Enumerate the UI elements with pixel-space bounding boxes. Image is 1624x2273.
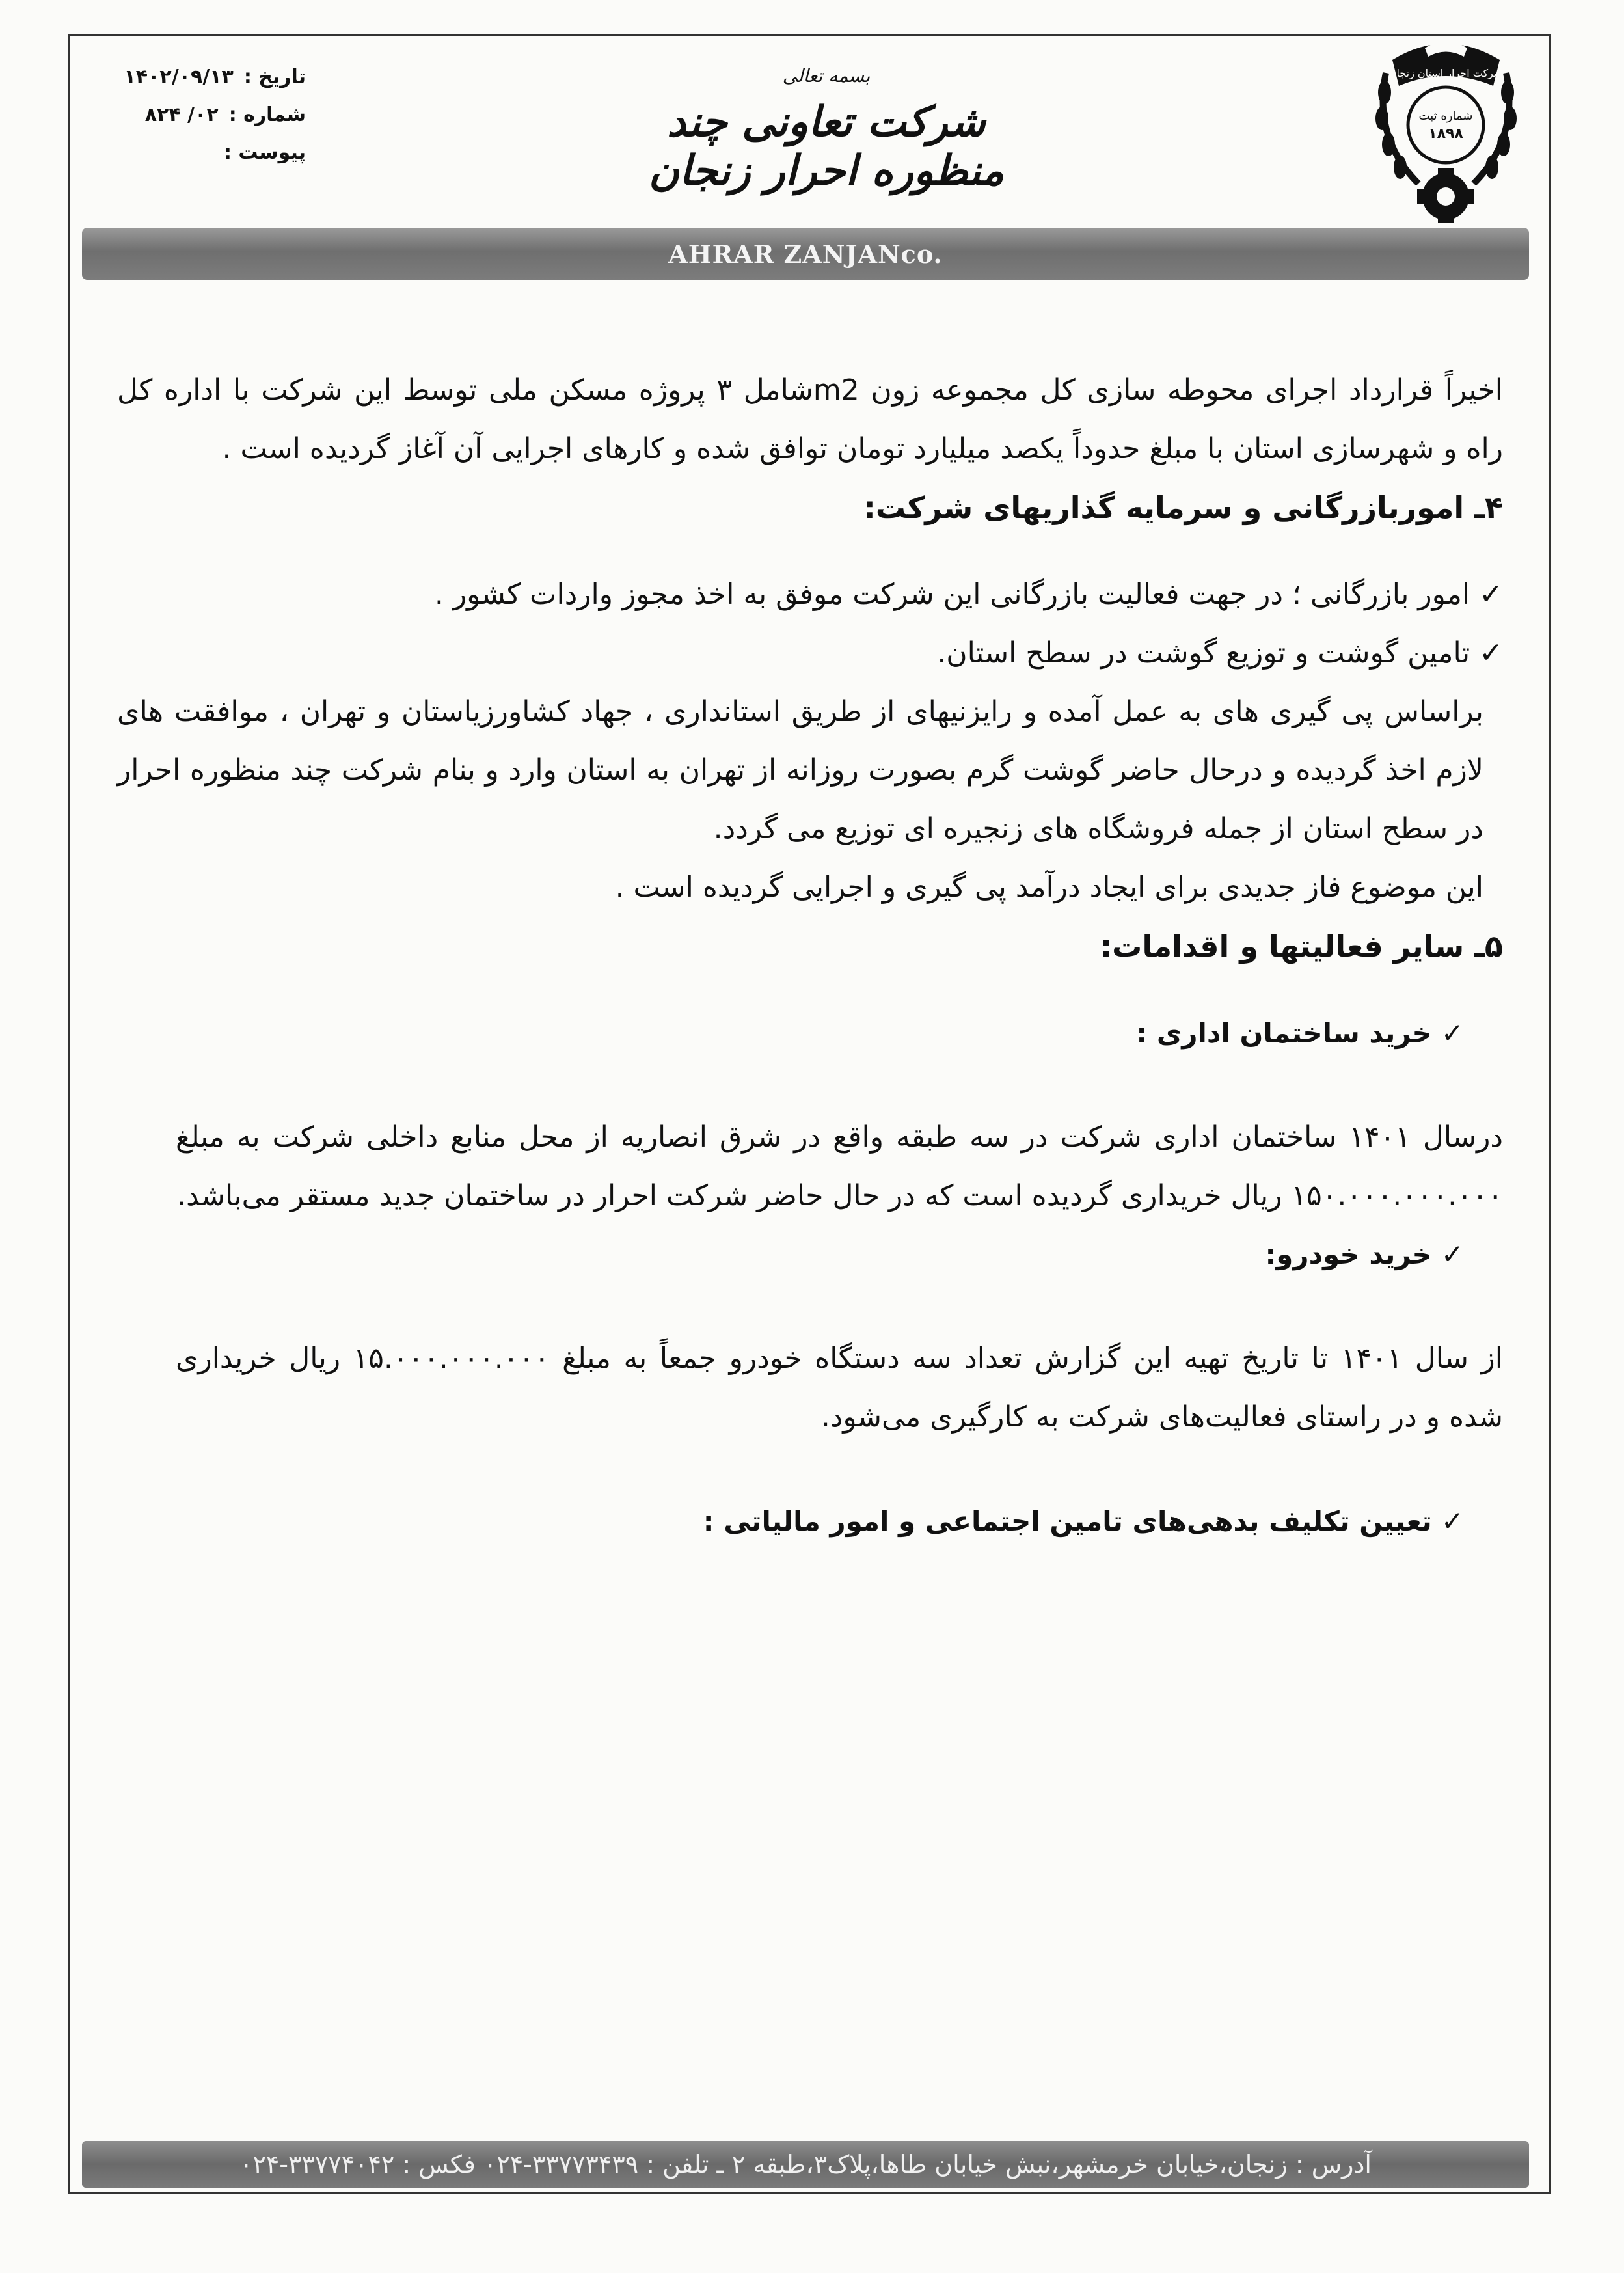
checkmark-icon: ✓ [1479,578,1503,611]
date-label: تاریخ : [243,66,306,88]
logo-text: شرکت احرار استان زنجان [1388,67,1503,79]
number-row [98,96,306,134]
date-row [98,59,306,96]
building-item [117,1004,1503,1063]
number-value: ۰۲/ ۸۲۴ [144,103,219,126]
section4-item2 [117,624,1503,683]
checkmark-icon: ✓ [1441,1505,1464,1537]
car-title: خرید خودرو: [1265,1238,1432,1270]
basmala: بسمه تعالی [782,65,871,87]
footer-address-bar [82,2141,1529,2188]
banner-text: AHRAR ZANJANco. [668,239,943,269]
footer-address: آدرس : زنجان،خیابان خرمشهر،نبش خیابان طاها،پلاک۳،طبقه ۲ ـ تلفن : ۳۳۷۷۳۴۳۹-۰۲۴ فکس : ۳۳۷۷۴۰۴۲-۰۲۴ [239,2150,1372,2179]
section4-title: ۴ـ اموربازرگانی و سرمایه گذاریهای شرکت: [863,490,1503,525]
tax-title: تعیین تکلیف بدهی‌های تامین اجتماعی و امور مالیاتی : [703,1505,1432,1537]
section4-item2-text: تامین گوشت و توزیع گوشت در سطح استان. [937,636,1470,670]
checkmark-icon: ✓ [1479,636,1503,670]
company-logo [1366,34,1526,223]
car-item [117,1225,1503,1284]
building-paragraph: درسال ۱۴۰۱ ساختمان اداری شرکت در سه طبقه واقع در شرق انصاریه از محل منابع داخلی شرکت به مبلغ ۱۵۰.۰۰۰.۰۰۰.۰۰۰ ریال خریداری گردیده است که در حال حاضر شرکت احرار در ساختمان جدید مستقر می‌باشد. [176,1121,1504,1212]
svg-text:شماره ثبت: شماره ثبت [1418,109,1473,123]
section4-item1 [117,565,1503,624]
date-value: ۱۴۰۲/۰۹/۱۳ [124,66,234,88]
section5-title: ۵ـ سایر فعالیتها و اقدامات: [1100,929,1503,964]
section4-paragraph: براساس پی گیری های به عمل آمده و رایزنیهای از طریق استانداری ، جهاد کشاورزیاستان و تهران ، موافقت های لازم اخذ گردیده و درحال حاضر گوشت گرم بصورت روزانه از تهران به استان وارد و بنام شرکت چند منظوره احرار در سطح استان از جمله فروشگاه های زنجیره ای توزیع می گردد. [117,695,1483,845]
checkmark-icon: ✓ [1441,1017,1464,1049]
letter-body [117,361,1503,1551]
attachment-label: پیوست : [223,141,306,164]
tax-item [117,1492,1503,1551]
section4-item1-text: امور بازرگانی ؛ در جهت فعالیت بازرگانی این شرکت موفق به اخذ مجوز واردات کشور . [434,578,1470,611]
logo-number: ۱۸۹۸ [1428,126,1463,142]
building-title: خرید ساختمان اداری : [1136,1017,1432,1049]
number-label: شماره : [228,103,306,126]
intro-paragraph: اخیراً قرارداد اجرای محوطه سازی کل مجموعه زون m2شامل ۳ پروژه مسکن ملی توسط این شرکت با اداره کل راه و شهرسازی استان با مبلغ حدوداً یکصد میلیارد تومان توافق شده و کارهای اجرایی آن آغاز گردیده است . [117,374,1503,465]
company-banner [82,228,1529,280]
attachment-row [98,134,306,172]
car-paragraph: از سال ۱۴۰۱ تا تاریخ تهیه این گزارش تعداد سه دستگاه خودرو جمعاً به مبلغ ۱۵.۰۰۰.۰۰۰.۰۰۰ ریال خریداری شده و در راستای فعالیت‌های شرکت به کارگیری می‌شود. [176,1342,1504,1434]
checkmark-icon: ✓ [1441,1238,1464,1270]
letter-meta [98,59,306,172]
company-name: شرکت تعاونی چند منظوره احرار زنجان [648,98,1005,195]
section4-paragraph2: این موضوع فاز جدیدی برای ایجاد درآمد پی گیری و اجرایی گردیده است . [615,871,1483,904]
